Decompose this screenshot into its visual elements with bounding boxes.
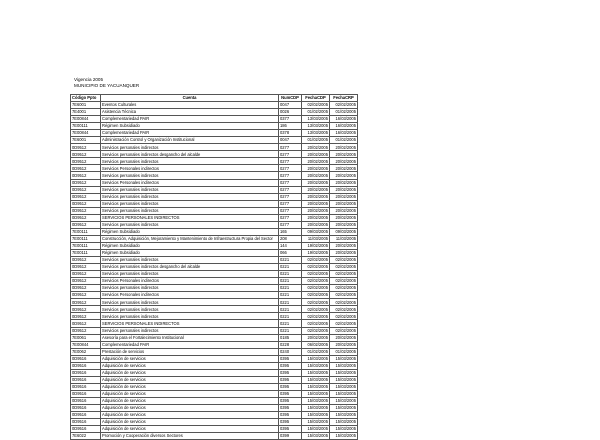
table-row <box>71 397 358 404</box>
cell-numcdp: 0399 <box>279 433 302 440</box>
cell-numcdp: 0240 <box>279 348 302 355</box>
cell-fechacrp: 11/03/2005 <box>330 235 358 242</box>
cell-codigo: 0D9512 <box>71 278 101 285</box>
table-row <box>71 341 358 348</box>
cell-fechacdp: 15/03/2005 <box>302 412 330 419</box>
cell-fechacrp: 02/02/2005 <box>330 327 358 334</box>
cell-cuenta: Servicios personales indirectos desgancho del alcalde <box>101 264 279 271</box>
cell-numcdp: 0277 <box>279 151 302 158</box>
cell-fechacdp: 15/03/2005 <box>302 390 330 397</box>
cell-cuenta: Servicios Personales indirectos <box>101 292 279 299</box>
cell-cuenta: Complementariedad PAIR <box>101 130 279 137</box>
cell-codigo: 7E4001 <box>71 109 101 116</box>
cell-cuenta: Eventos Culturales <box>101 102 279 109</box>
cell-fechacrp: 20/02/2005 <box>330 186 358 193</box>
cell-cuenta: Régimen Subsidiado <box>101 228 279 235</box>
table-row <box>71 419 358 426</box>
cell-fechacdp: 13/03/2005 <box>302 130 330 137</box>
cell-fechacdp: 20/02/2005 <box>302 200 330 207</box>
cell-fechacrp: 02/02/2005 <box>330 313 358 320</box>
cell-codigo: 0D9516 <box>71 376 101 383</box>
cell-numcdp: 144 <box>279 242 302 249</box>
cell-cuenta: Adquisición de servicios <box>101 383 279 390</box>
cell-codigo: 0D9512 <box>71 327 101 334</box>
cell-fechacrp: 01/02/2005 <box>330 109 358 116</box>
vigencia-label: Vigencia 2005 <box>74 77 104 82</box>
cell-codigo: 0D9512 <box>71 179 101 186</box>
table-row <box>71 355 358 362</box>
cell-cuenta: Adquisición de servicios <box>101 397 279 404</box>
cell-fechacrp: 20/02/2005 <box>330 165 358 172</box>
cell-fechacrp: 16/03/2005 <box>330 116 358 123</box>
table-row <box>71 123 358 130</box>
cell-fechacdp: 02/02/2005 <box>302 271 330 278</box>
cell-codigo: 0D9516 <box>71 426 101 433</box>
cell-codigo: 7E00111 <box>71 249 101 256</box>
cell-fechacdp: 02/02/2005 <box>302 257 330 264</box>
cell-codigo: 0D9512 <box>71 299 101 306</box>
cell-numcdp: 0221 <box>279 285 302 292</box>
cell-cuenta: Servicios Personales indirectos <box>101 165 279 172</box>
cell-numcdp: 0277 <box>279 158 302 165</box>
cell-fechacrp: 16/03/2005 <box>330 123 358 130</box>
cell-codigo: 0D9516 <box>71 419 101 426</box>
table-row <box>71 369 358 376</box>
cell-codigo: 7E00111 <box>71 242 101 249</box>
table-row <box>71 327 358 334</box>
cell-codigo: 7E0062 <box>71 348 101 355</box>
cell-numcdp: 0221 <box>279 257 302 264</box>
cell-fechacdp: 20/02/2005 <box>302 179 330 186</box>
cell-fechacrp: 02/02/2005 <box>330 292 358 299</box>
cell-cuenta: Servicios personales indirectos <box>101 257 279 264</box>
cell-numcdp: 186 <box>279 123 302 130</box>
cell-fechacdp: 13/03/2005 <box>302 116 330 123</box>
column-header-codigo: Código Ppto <box>71 95 101 102</box>
cell-fechacdp: 20/02/2005 <box>302 193 330 200</box>
cell-cuenta: Régimen Subsidiado <box>101 249 279 256</box>
column-header-fechacdp: FechaCDP <box>302 95 330 102</box>
cell-numcdp: 0277 <box>279 186 302 193</box>
cell-cuenta: Servicios Personales indirectos <box>101 179 279 186</box>
cell-codigo: 0D9516 <box>71 362 101 369</box>
cell-numcdp: 0277 <box>279 193 302 200</box>
cell-cuenta: Servicios personales indirectos <box>101 200 279 207</box>
cell-codigo: 0D9516 <box>71 355 101 362</box>
cell-codigo: 0D9516 <box>71 390 101 397</box>
cell-fechacrp: 20/02/2005 <box>330 200 358 207</box>
cell-numcdp: 0395 <box>279 362 302 369</box>
cell-codigo: 0D9516 <box>71 397 101 404</box>
cell-fechacrp: 15/03/2005 <box>330 405 358 412</box>
cell-fechacrp: 20/02/2005 <box>330 179 358 186</box>
cell-cuenta: Servicios personales indirectos <box>101 144 279 151</box>
cell-cuenta: Asesoría para el Fortalecimiento Institucional <box>101 334 279 341</box>
cell-fechacdp: 15/03/2005 <box>302 362 330 369</box>
cell-numcdp: 0221 <box>279 271 302 278</box>
cell-numcdp: 0395 <box>279 419 302 426</box>
cell-fechacdp: 20/02/2005 <box>302 334 330 341</box>
cell-codigo: 0D9516 <box>71 412 101 419</box>
cell-cuenta: Adquisición de servicios <box>101 355 279 362</box>
cell-fechacrp: 01/02/2005 <box>330 137 358 144</box>
cell-fechacrp: 02/02/2005 <box>330 278 358 285</box>
table-row <box>71 228 358 235</box>
table-row <box>71 116 358 123</box>
cell-fechacdp: 15/03/2005 <box>302 426 330 433</box>
table-row <box>71 165 358 172</box>
cell-cuenta: Administración Control y Organización Institucional <box>101 137 279 144</box>
column-header-numcdp: NumCDP <box>279 95 302 102</box>
cell-fechacdp: 11/03/2005 <box>302 235 330 242</box>
cell-cuenta: Servicios personales indirectos <box>101 327 279 334</box>
cell-codigo: 7E6001 <box>71 102 101 109</box>
cell-fechacdp: 15/03/2005 <box>302 383 330 390</box>
cell-codigo: 7E6022 <box>71 433 101 440</box>
cell-fechacrp: 15/03/2005 <box>330 390 358 397</box>
table-row <box>71 292 358 299</box>
column-header-fechacrp: FechaCRP <box>330 95 358 102</box>
cell-fechacdp: 15/03/2005 <box>302 419 330 426</box>
cell-fechacrp: 15/03/2005 <box>330 362 358 369</box>
cell-fechacrp: 16/03/2005 <box>330 130 358 137</box>
table-row <box>71 278 358 285</box>
cell-codigo: 0D9512 <box>71 320 101 327</box>
cell-fechacrp: 15/03/2005 <box>330 383 358 390</box>
table-row <box>71 299 358 306</box>
table-row <box>71 426 358 433</box>
table-row <box>71 334 358 341</box>
table-row <box>71 109 358 116</box>
cell-codigo: 0D9512 <box>71 144 101 151</box>
cell-numcdp: 0047 <box>279 102 302 109</box>
table-row <box>71 179 358 186</box>
table-row <box>71 412 358 419</box>
cell-fechacdp: 02/02/2005 <box>302 313 330 320</box>
table-row <box>71 264 358 271</box>
cell-fechacrp: 02/02/2005 <box>330 271 358 278</box>
cell-cuenta: Servicios personales indirectos <box>101 158 279 165</box>
cell-numcdp: 0277 <box>279 221 302 228</box>
cell-fechacrp: 20/02/2005 <box>330 172 358 179</box>
cell-fechacrp: 02/02/2005 <box>330 306 358 313</box>
cell-codigo: 0D9512 <box>71 214 101 221</box>
cell-codigo: 0D9512 <box>71 292 101 299</box>
cell-codigo: 7E00111 <box>71 228 101 235</box>
table-row <box>71 271 358 278</box>
cell-cuenta: Régimen Subsidiado <box>101 242 279 249</box>
cell-numcdp: 0277 <box>279 144 302 151</box>
cell-fechacrp: 15/03/2005 <box>330 369 358 376</box>
table-row <box>71 151 358 158</box>
cell-codigo: 0D9512 <box>71 165 101 172</box>
table-row <box>71 242 358 249</box>
cell-codigo: 0D9512 <box>71 193 101 200</box>
cell-cuenta: Adquisición de servicios <box>101 419 279 426</box>
cell-numcdp: 0221 <box>279 313 302 320</box>
table-row <box>71 186 358 193</box>
cell-fechacdp: 02/02/2005 <box>302 320 330 327</box>
cell-fechacdp: 02/02/2005 <box>302 285 330 292</box>
table-row <box>71 158 358 165</box>
cell-fechacrp: 15/03/2005 <box>330 397 358 404</box>
cell-fechacrp: 20/02/2005 <box>330 221 358 228</box>
column-header-cuenta: Cuenta <box>101 95 279 102</box>
table-row <box>71 257 358 264</box>
cell-cuenta: SERVICIOS PERSONALES INDIRECTOS <box>101 214 279 221</box>
cell-numcdp: 165 <box>279 228 302 235</box>
cell-numcdp: 0377 <box>279 116 302 123</box>
table-row <box>71 172 358 179</box>
cell-fechacdp: 20/02/2005 <box>302 172 330 179</box>
cell-fechacrp: 20/02/2005 <box>330 193 358 200</box>
cell-cuenta: Servicios personales indirectos <box>101 193 279 200</box>
cell-codigo: 0D9512 <box>71 313 101 320</box>
cell-codigo: 0D9512 <box>71 200 101 207</box>
cell-cuenta: Adquisición de servicios <box>101 376 279 383</box>
table-row <box>71 137 358 144</box>
cell-cuenta: Prestación de servicios <box>101 348 279 355</box>
cell-fechacrp: 20/02/2005 <box>330 214 358 221</box>
cell-codigo: 0D9512 <box>71 151 101 158</box>
cell-cuenta: Servicios personales indirectos <box>101 172 279 179</box>
cell-fechacdp: 02/02/2005 <box>302 102 330 109</box>
cell-cuenta: SERVICIOS PERSONALES INDIRECTOS <box>101 320 279 327</box>
cell-fechacdp: 02/02/2005 <box>302 292 330 299</box>
cell-cuenta: Complementariedad PAIR <box>101 116 279 123</box>
cell-numcdp: 0277 <box>279 200 302 207</box>
table-row <box>71 249 358 256</box>
cell-cuenta: Servicios Personales indirectos <box>101 278 279 285</box>
municipio-label: MUNICIPIO DE YACUANQUER <box>74 83 140 88</box>
cell-fechacdp: 15/03/2005 <box>302 405 330 412</box>
cell-fechacrp: 20/02/2005 <box>330 144 358 151</box>
cell-fechacrp: 20/02/2005 <box>330 207 358 214</box>
cell-codigo: 0D9512 <box>71 306 101 313</box>
cell-cuenta: Asistencia Técnica <box>101 109 279 116</box>
cell-numcdp: 0395 <box>279 397 302 404</box>
cell-fechacrp: 15/03/2005 <box>330 376 358 383</box>
cell-fechacrp: 02/02/2005 <box>330 299 358 306</box>
cell-fechacdp: 19/02/2005 <box>302 242 330 249</box>
table-row <box>71 144 358 151</box>
table-header-row <box>71 95 358 102</box>
cell-cuenta: Servicios personales indirectos <box>101 186 279 193</box>
table-row <box>71 200 358 207</box>
cell-fechacrp: 15/03/2005 <box>330 412 358 419</box>
cell-fechacdp: 20/02/2005 <box>302 151 330 158</box>
cell-numcdp: 0221 <box>279 327 302 334</box>
cell-cuenta: Adquisición de servicios <box>101 369 279 376</box>
cell-fechacdp: 15/03/2005 <box>302 376 330 383</box>
table-row <box>71 348 358 355</box>
cell-numcdp: 0221 <box>279 320 302 327</box>
cell-codigo: 7E00844 <box>71 130 101 137</box>
cell-fechacrp: 20/02/2005 <box>330 341 358 348</box>
cell-numcdp: 0395 <box>279 405 302 412</box>
cell-fechacdp: 20/02/2005 <box>302 158 330 165</box>
cell-fechacdp: 02/02/2005 <box>302 264 330 271</box>
cell-fechacdp: 02/02/2005 <box>302 299 330 306</box>
table-row <box>71 362 358 369</box>
table-row <box>71 207 358 214</box>
cell-fechacdp: 01/02/2005 <box>302 137 330 144</box>
cell-cuenta: Régimen Subsidiado <box>101 123 279 130</box>
table-row <box>71 193 358 200</box>
cell-numcdp: 208 <box>279 235 302 242</box>
cell-fechacrp: 20/02/2005 <box>330 242 358 249</box>
table-row <box>71 320 358 327</box>
cell-codigo: 0D9516 <box>71 369 101 376</box>
cell-cuenta: Servicios personales indirectos <box>101 299 279 306</box>
cell-codigo: 0D9512 <box>71 257 101 264</box>
cell-codigo: 0D9512 <box>71 285 101 292</box>
cell-numcdp: 0395 <box>279 369 302 376</box>
cell-numcdp: 0277 <box>279 165 302 172</box>
cell-cuenta: Adquisición de servicios <box>101 412 279 419</box>
cell-codigo: 7E00844 <box>71 116 101 123</box>
cell-fechacdp: 02/02/2005 <box>302 278 330 285</box>
table-row <box>71 390 358 397</box>
cell-numcdp: 0221 <box>279 306 302 313</box>
cell-cuenta: Promoción y Cooperación diversos Sectores <box>101 433 279 440</box>
cell-fechacdp: 15/03/2005 <box>302 355 330 362</box>
cell-codigo: 0D9512 <box>71 207 101 214</box>
cell-numcdp: 0221 <box>279 264 302 271</box>
report-header <box>74 77 139 89</box>
cell-cuenta: Servicios personales indirectos <box>101 285 279 292</box>
cell-fechacdp: 15/03/2005 <box>302 397 330 404</box>
cell-numcdp: 0221 <box>279 299 302 306</box>
cell-codigo: 7E00111 <box>71 123 101 130</box>
cell-fechacdp: 06/02/2005 <box>302 341 330 348</box>
cell-codigo: 0D9516 <box>71 383 101 390</box>
cell-numcdp: 0395 <box>279 355 302 362</box>
cell-fechacrp: 15/03/2005 <box>330 426 358 433</box>
cell-cuenta: Complementariedad PAIR <box>101 341 279 348</box>
cell-codigo: 7E6001 <box>71 137 101 144</box>
cell-codigo: 0D9512 <box>71 186 101 193</box>
cell-fechacrp: 02/02/2005 <box>330 257 358 264</box>
cell-numcdp: 0395 <box>279 376 302 383</box>
cell-fechacdp: 09/03/2005 <box>302 228 330 235</box>
cell-codigo: 0D9512 <box>71 264 101 271</box>
cell-codigo: 7E00844 <box>71 341 101 348</box>
cell-fechacrp: 01/02/2005 <box>330 348 358 355</box>
table-row <box>71 376 358 383</box>
cell-fechacrp: 20/02/2005 <box>330 151 358 158</box>
cell-numcdp: 0277 <box>279 172 302 179</box>
budget-table <box>70 94 358 440</box>
cell-cuenta: Servicios personales indirectos <box>101 207 279 214</box>
cell-fechacrp: 09/03/2005 <box>330 228 358 235</box>
table-row <box>71 221 358 228</box>
cell-numcdp: 0185 <box>279 334 302 341</box>
cell-cuenta: Servicios personales indirectos <box>101 313 279 320</box>
cell-cuenta: Servicios personales indirectos <box>101 221 279 228</box>
cell-fechacdp: 01/02/2005 <box>302 348 330 355</box>
table-row <box>71 235 358 242</box>
cell-fechacrp: 20/02/2005 <box>330 158 358 165</box>
cell-cuenta: Adquisición de servicios <box>101 362 279 369</box>
cell-fechacrp: 02/02/2005 <box>330 285 358 292</box>
cell-cuenta: Adquisición de servicios <box>101 426 279 433</box>
cell-fechacrp: 20/02/2005 <box>330 334 358 341</box>
cell-codigo: 7E0061 <box>71 334 101 341</box>
table-row <box>71 102 358 109</box>
table-row <box>71 285 358 292</box>
table-row <box>71 405 358 412</box>
cell-fechacdp: 19/02/2005 <box>302 249 330 256</box>
cell-numcdp: 0047 <box>279 137 302 144</box>
cell-codigo: 7E00111 <box>71 235 101 242</box>
cell-codigo: 0D9512 <box>71 158 101 165</box>
cell-fechacrp: 15/03/2005 <box>330 433 358 440</box>
cell-fechacdp: 02/02/2005 <box>302 306 330 313</box>
table-row <box>71 214 358 221</box>
cell-cuenta: Construcción, Adquisición, Mejoramiento y Mantenimiento de Infraestructura Propia del Sector <box>101 235 279 242</box>
cell-numcdp: 0378 <box>279 130 302 137</box>
cell-fechacdp: 20/02/2005 <box>302 165 330 172</box>
cell-fechacdp: 20/02/2005 <box>302 144 330 151</box>
cell-numcdp: 0228 <box>279 341 302 348</box>
cell-numcdp: 0277 <box>279 179 302 186</box>
cell-cuenta: Adquisición de servicios <box>101 405 279 412</box>
table-body <box>71 102 358 440</box>
cell-fechacdp: 02/02/2005 <box>302 327 330 334</box>
cell-fechacrp: 15/03/2005 <box>330 419 358 426</box>
cell-codigo: 0D9512 <box>71 221 101 228</box>
cell-fechacrp: 02/02/2005 <box>330 102 358 109</box>
cell-numcdp: 066 <box>279 249 302 256</box>
cell-cuenta: Servicios personales indirectos <box>101 306 279 313</box>
cell-codigo: 0D9512 <box>71 172 101 179</box>
table-row <box>71 313 358 320</box>
cell-fechacdp: 01/02/2005 <box>302 109 330 116</box>
cell-fechacdp: 15/03/2005 <box>302 369 330 376</box>
table-row <box>71 433 358 440</box>
cell-codigo: 0D9512 <box>71 271 101 278</box>
table-row <box>71 306 358 313</box>
cell-numcdp: 0277 <box>279 214 302 221</box>
cell-fechacdp: 20/02/2005 <box>302 221 330 228</box>
cell-fechacdp: 20/02/2005 <box>302 186 330 193</box>
cell-cuenta: Adquisición de servicios <box>101 390 279 397</box>
cell-numcdp: 0395 <box>279 390 302 397</box>
cell-cuenta: Servicios personales indirectos <box>101 271 279 278</box>
cell-numcdp: 0026 <box>279 109 302 116</box>
cell-fechacdp: 20/02/2005 <box>302 207 330 214</box>
cell-numcdp: 0221 <box>279 292 302 299</box>
table-row <box>71 130 358 137</box>
cell-fechacdp: 15/03/2005 <box>302 433 330 440</box>
cell-numcdp: 0395 <box>279 383 302 390</box>
cell-fechacrp: 02/02/2005 <box>330 320 358 327</box>
cell-fechacrp: 20/02/2005 <box>330 249 358 256</box>
cell-numcdp: 0277 <box>279 207 302 214</box>
cell-cuenta: Servicios personales indirectos desgancho del alcalde <box>101 151 279 158</box>
cell-fechacdp: 20/02/2005 <box>302 214 330 221</box>
table-row <box>71 383 358 390</box>
cell-numcdp: 0395 <box>279 426 302 433</box>
cell-fechacrp: 15/03/2005 <box>330 355 358 362</box>
cell-codigo: 0D9516 <box>71 405 101 412</box>
cell-numcdp: 0395 <box>279 412 302 419</box>
cell-fechacdp: 13/03/2005 <box>302 123 330 130</box>
cell-numcdp: 0221 <box>279 278 302 285</box>
cell-fechacrp: 02/02/2005 <box>330 264 358 271</box>
